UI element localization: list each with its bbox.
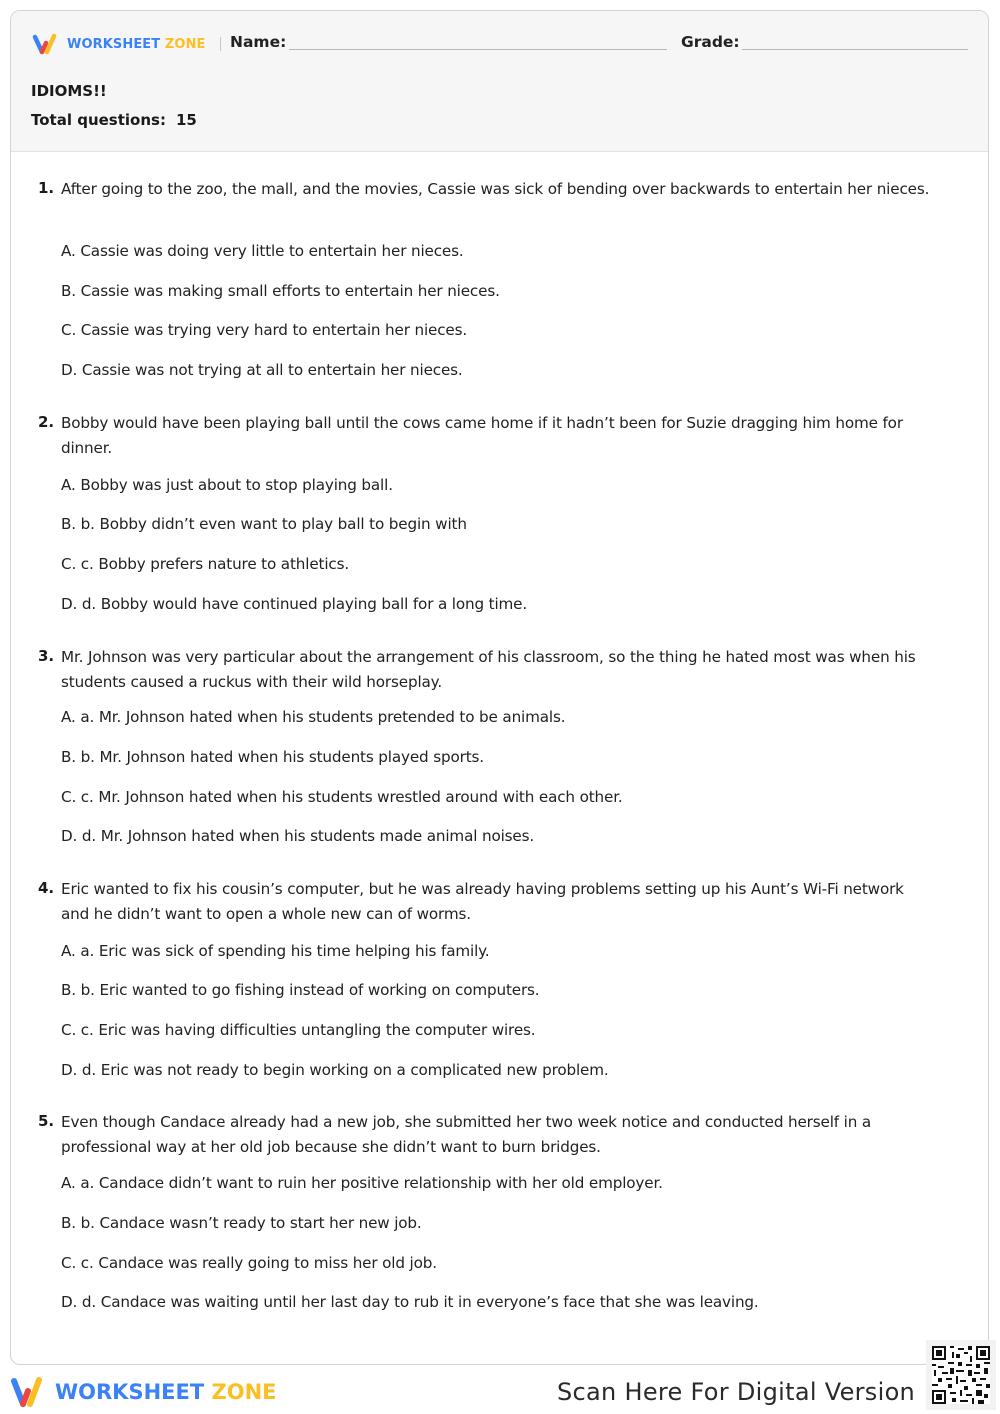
name-label: Name: (230, 33, 287, 51)
brand-name (67, 37, 206, 52)
option-a[interactable]: A. Cassie was doing very little to entertain her nieces. (61, 242, 464, 260)
brand-name-part2: ZONE (211, 1380, 277, 1404)
footer-logo (10, 1375, 277, 1409)
total-questions-value: 15 (175, 111, 197, 129)
logo-divider (220, 37, 221, 51)
question-number: 2. (38, 413, 55, 431)
option-b[interactable]: B. b. Mr. Johnson hated when his students played sports. (61, 748, 484, 766)
worksheet-card (10, 10, 989, 1365)
brand-name-part1: WORKSHEET (55, 1380, 205, 1404)
option-a[interactable]: A. Bobby was just about to stop playing ball. (61, 476, 393, 494)
worksheet-header (11, 11, 988, 152)
header-logo (32, 33, 221, 55)
brand-name (55, 1380, 277, 1404)
brand-name-part2: ZONE (164, 36, 206, 52)
option-b[interactable]: B. b. Bobby didn’t even want to play ball to begin with (61, 515, 467, 533)
option-c[interactable]: C. c. Bobby prefers nature to athletics. (61, 555, 350, 573)
option-c[interactable]: C. c. Eric was having difficulties untangling the computer wires. (61, 1021, 536, 1039)
scan-instruction: Scan Here For Digital Version (557, 1378, 916, 1406)
question-text: Bobby would have been playing ball until the cows came home if it hadn’t been for Suzie dragging him home for dinner. (61, 414, 903, 457)
option-d[interactable]: D. d. Bobby would have continued playing ball for a long time. (61, 595, 528, 613)
name-field[interactable] (289, 49, 667, 50)
question-number: 1. (38, 179, 55, 197)
option-c[interactable]: C. c. Candace was really going to miss her old job. (61, 1254, 437, 1272)
total-questions-label: Total questions: (31, 111, 166, 129)
total-questions (31, 111, 197, 129)
option-a[interactable]: A. a. Eric was sick of spending his time helping his family. (61, 942, 490, 960)
question-text: Mr. Johnson was very particular about the arrangement of his classroom, so the thing he hated most was when his students caused a ruckus with their wild horseplay. (61, 648, 916, 691)
option-b[interactable]: B. Cassie was making small efforts to entertain her nieces. (61, 282, 500, 300)
option-d[interactable]: D. d. Candace was waiting until her last day to rub it in everyone’s face that she was leaving. (61, 1293, 759, 1311)
question-text: Eric wanted to fix his cousin’s computer, but he was already having problems setting up his Aunt’s Wi-Fi network and he didn’t want to open a whole new can of worms. (61, 880, 904, 923)
qr-code-icon[interactable] (926, 1340, 996, 1410)
option-c[interactable]: C. Cassie was trying very hard to entertain her nieces. (61, 321, 468, 339)
grade-label: Grade: (681, 33, 740, 51)
option-d[interactable]: D. d. Mr. Johnson hated when his students made animal noises. (61, 827, 535, 845)
grade-field[interactable] (742, 49, 968, 50)
brand-name-part1: WORKSHEET (67, 36, 161, 52)
option-b[interactable]: B. b. Eric wanted to go fishing instead of working on computers. (61, 981, 540, 999)
option-d[interactable]: D. Cassie was not trying at all to entertain her nieces. (61, 361, 463, 379)
worksheet-zone-logo-icon (32, 33, 64, 55)
worksheet-title: IDIOMS!! (31, 82, 107, 100)
question-number: 4. (38, 879, 55, 897)
worksheet-zone-logo-icon (10, 1375, 50, 1409)
question-number: 5. (38, 1112, 55, 1130)
question-number: 3. (38, 647, 55, 665)
option-b[interactable]: B. b. Candace wasn’t ready to start her new job. (61, 1214, 422, 1232)
option-c[interactable]: C. c. Mr. Johnson hated when his students wrestled around with each other. (61, 788, 623, 806)
question-text: Even though Candace already had a new job, she submitted her two week notice and conducted herself in a professional way at her old job because she didn’t want to burn bridges. (61, 1113, 872, 1156)
option-d[interactable]: D. d. Eric was not ready to begin working on a complicated new problem. (61, 1061, 609, 1079)
option-a[interactable]: A. a. Mr. Johnson hated when his students pretended to be animals. (61, 708, 566, 726)
option-a[interactable]: A. a. Candace didn’t want to ruin her positive relationship with her old employer. (61, 1174, 663, 1192)
question-text: After going to the zoo, the mall, and the movies, Cassie was sick of bending over backwards to entertain her nieces. (61, 180, 930, 198)
